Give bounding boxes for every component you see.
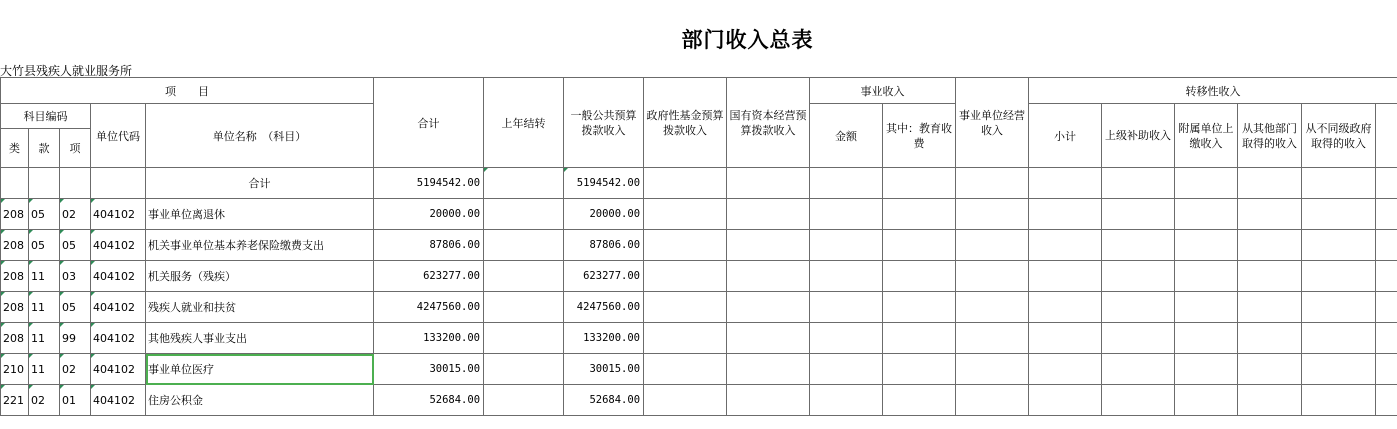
header-general-budget: 一般公共预算拨款收入 [564,78,644,168]
header-unit-code: 单位代码 [91,104,146,168]
table-row: 208 11 05 404102 残疾人就业和扶贫 4247560.00 4247560.00 [1,292,1397,323]
header-public-income: 事业收入 [810,78,956,104]
selected-cell[interactable]: 事业单位医疗 [146,354,374,385]
header-last-year: 上年结转 [484,78,564,168]
table-row: 208 05 02 404102 事业单位离退休 20000.00 20000.00 [1,199,1397,230]
header-affiliated: 附属单位上缴收入 [1175,104,1238,168]
header-edu-fee: 其中：教育收费 [883,104,956,168]
table-row: 208 11 03 404102 机关服务（残疾） 623277.00 623277.00 [1,261,1397,292]
table-row: 210 11 02 404102 事业单位医疗 30015.00 30015.00 [1,354,1397,385]
header-operating: 事业单位经营收入 [956,78,1029,168]
header-kuan: 款 [29,129,60,168]
table-row-total [1,168,1397,199]
header-transfer: 转移性收入 [1029,78,1397,104]
header-subtotal: 小计 [1029,104,1102,168]
header-total: 合计 [374,78,484,168]
table-row: 208 05 05 404102 机关事业单位基本养老保险缴费支出 87806.00 87806.00 [1,230,1397,261]
header-other-dept: 从其他部门取得的收入 [1238,104,1302,168]
table-row: 208 11 99 404102 其他残疾人事业支出 133200.00 133200.00 [1,323,1397,354]
header-xiang: 项 [60,129,91,168]
header-unit-name: 单位名称 （科目） [146,104,374,168]
header-superior-subsidy: 上级补助收入 [1102,104,1175,168]
unit-name-label: 大竹县残疾人就业服务所 [0,64,133,78]
header-subject-code: 科目编码 [1,104,91,129]
header-other-level: 从不同级政府取得的收入 [1302,104,1376,168]
header-project: 项 目 [1,78,374,104]
table-row: 221 02 01 404102 住房公积金 52684.00 52684.00 [1,385,1397,416]
header-amount: 金额 [810,104,883,168]
header-gov-fund: 政府性基金预算拨款收入 [644,78,727,168]
header-state-capital: 国有资本经营预算拨款收入 [727,78,810,168]
report-title: 部门收入总表 [681,28,814,52]
total-general[interactable]: 5194542.00 [564,168,644,199]
total-amount[interactable]: 5194542.00 [374,168,484,199]
income-summary-table [0,77,1397,416]
total-label[interactable]: 合计 [146,168,374,199]
header-lei: 类 [1,129,29,168]
